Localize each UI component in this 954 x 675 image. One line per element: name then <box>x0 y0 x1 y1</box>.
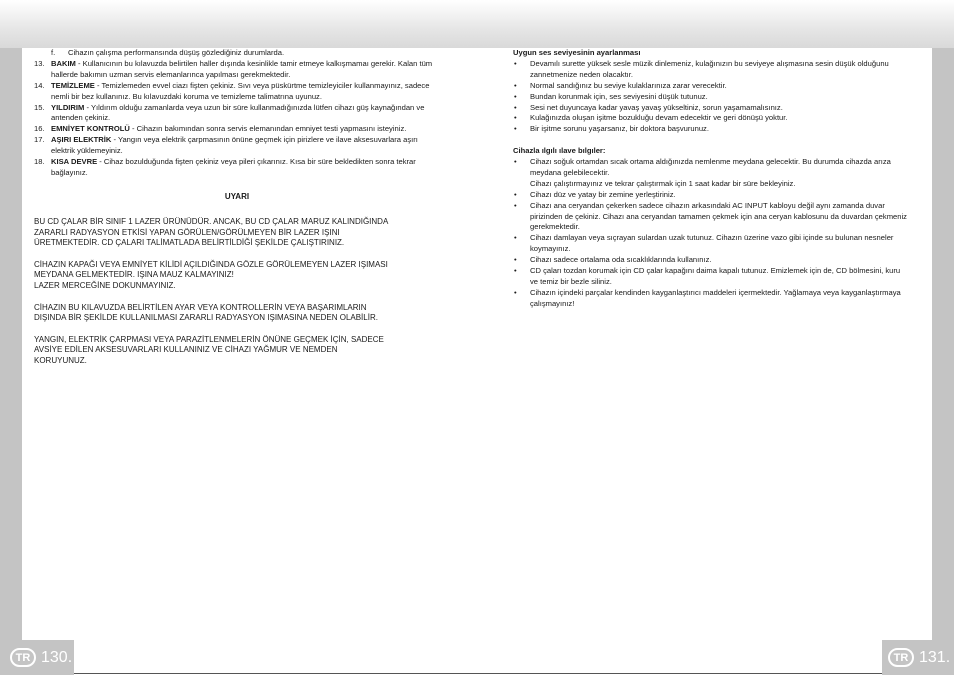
list-item-text: Cihazın içindeki parçalar kendinden kayganlaştırıcı maddeleri içermektedir. Yağlamaya veya kayganlaştırmaya çalışmayınız! <box>530 287 901 308</box>
list-item <box>513 81 908 92</box>
bullet-icon: • <box>514 124 517 134</box>
safety-instruction-list <box>34 59 440 179</box>
list-item-text: Kulağınızda oluşan işitme bozukluğu devam edecektir ve geri dönüşü yoktur. <box>530 113 788 123</box>
list-item-text: Devamılı surette yüksek sesle müzik dinlemeniz, kulağınızın bu seviyeye alışmasına sesin düşük olduğunu zannetmenize neden olacaktır. <box>530 58 889 79</box>
left-column <box>34 48 440 378</box>
item-number: 15. <box>34 102 45 112</box>
list-item <box>34 124 440 135</box>
bullet-icon: • <box>514 113 517 123</box>
bullet-icon: • <box>514 255 517 265</box>
item-number: 16. <box>34 124 45 134</box>
item-text: - Temizlemeden evvel ciazı fişten çekiniz. Sıvı veya püskürtme temizleyiciler kullanmayınız, sadece nemli bir bez kullanınız. Bu kılavuzdaki koruma ve temizleme talimatrına uyunuz. <box>51 80 430 101</box>
bullet-icon: • <box>514 80 517 90</box>
item-term: BAKIM <box>51 58 76 68</box>
item-term: YILDIRIM <box>51 102 85 112</box>
list-item <box>513 124 908 135</box>
bullet-icon: • <box>514 200 517 210</box>
list-item <box>513 92 908 103</box>
bullet-icon: • <box>514 91 517 101</box>
bullet-icon: • <box>514 287 517 297</box>
page-number-left: 130. <box>41 648 73 666</box>
footer-rule <box>74 673 882 674</box>
section-title-device-info: Cihazla ılgılı ılave bılgıler: <box>513 146 606 156</box>
list-item <box>34 103 440 125</box>
bullet-icon: • <box>514 58 517 68</box>
item-number: 14. <box>34 80 45 90</box>
item-term: TEMİZLEME <box>51 80 95 90</box>
item-term: AŞIRI ELEKTRİK <box>51 135 112 145</box>
section-title-volume: Uygun ses seviyesinin ayarlanması <box>513 48 641 57</box>
warning-paragraph: CİHAZIN KAPAĞI VEYA EMNİYET KİLİDİ AÇILDIĞINDA GÖZLE GÖRÜLEMEYEN LAZER IŞIMASI MEYDANA GELMEKTEDİR. IŞINA MAUZ KALMAYINIZ! LAZER MERCEĞİNE DOKUNMAYINIZ. <box>34 259 388 291</box>
footer-left-tab <box>0 640 74 675</box>
list-item-text: Normal sandığınız bu seviye kulaklarınıza zarar verecektir. <box>530 80 727 90</box>
list-item <box>513 190 908 201</box>
item-text: - Kullanıcının bu kılavuzda belirtilen haller dışında kesinlikle tamir etmeye kalkışmamaı gerekir. Kalan tüm hallerde bakımın uzman servis elemanlarınca yapılması gerekmektedir. <box>51 58 433 79</box>
warning-title: UYARI <box>224 191 250 201</box>
list-item <box>34 135 440 157</box>
list-item <box>513 59 908 81</box>
sub-item-text: Cihazın çalışma performansında düşüş gözlediğiniz durumlarda. <box>68 48 285 57</box>
warning-paragraph: YANGIN, ELEKTRİK ÇARPMASI VEYA PARAZİTLENMELERİN ÖNÜNE GEÇMEK İÇİN, SADECE AVSİYE EDİLEN AKSESUVARLARI KULLANINIZ VE CİHAZI YAĞMUR VE NEMDEN KORUYUNUZ. <box>34 334 384 366</box>
language-badge: TR <box>10 648 36 667</box>
item-text: - Cihazın bakımından sonra servis elemanından emniyet testi yapmasını isteyiniz. <box>129 124 407 134</box>
warning-paragraph: BU CD ÇALAR BİR SINIF 1 LAZER ÜRÜNÜDÜR. ANCAK, BU CD ÇALAR MARUZ KALINDIĞINDA ZARARLI RADYASYON ETKİSİ YAPAN GÖRÜLEN/GÖRÜLMEYEN BİR LAZER IŞINI ÜRETMEKTEDİR. CD ÇALARI TALİMATLADA BELİRTİLDİĞİ ŞEKİLDE ÇALIŞTIRINIZ. <box>34 216 389 248</box>
bullet-icon: • <box>514 189 517 199</box>
list-item-continuation: Cihazı çalıştırmayınız ve tekrar çalıştırmak için 1 saat kadar bir süre bekleyiniz. <box>530 178 796 188</box>
sub-item-label: f. <box>51 48 56 57</box>
item-number: 18. <box>34 157 45 167</box>
warning-paragraph: CİHAZIN BU KILAVUZDA BELİRTİLEN AYAR VEYA KONTROLLERİN VEYA BAŞARIMLARIN DIŞINDA BİR ŞEKİLDE KULLANILMASI ZARARLI RADYASYON IŞIMASINA NEDEN OLABİLİR. <box>34 302 378 323</box>
list-item <box>513 157 908 179</box>
item-number: 13. <box>34 58 45 68</box>
list-item <box>513 201 908 234</box>
list-item-text: Cihazı soğuk ortamdan sıcak ortama aldığınızda nemlenme meydana gelecektir. Bu durumda cihazda arıza meydana gelebilecektir. <box>530 157 891 177</box>
item-text: - Yangın veya elektrik çarpmasının önüne geçmek için pirizlere ve ilave aksesuvarlara aşırı elektrik yüklemeyiniz. <box>51 135 418 156</box>
list-item-text: CD çaları tozdan korumak için CD çalar kapağını daima kapalı tutunuz. Emizlemek için de, CD bölmesini, kuru ve temiz bir bezle siliniz. <box>530 266 901 287</box>
list-item <box>513 103 908 114</box>
header-band <box>0 0 954 48</box>
page-number-right: 131. <box>919 648 951 666</box>
list-item <box>513 255 908 266</box>
bullet-icon: • <box>514 233 517 243</box>
list-item-text: Bir işitme sorunu yaşarsanız, bir doktora başvurunuz. <box>530 124 709 134</box>
right-column <box>513 48 908 310</box>
item-text: - Yıldırım olduğu zamanlarda veya uzun bir süre kullanmadığınızda lütfen cihazı güş kaynağından ve antenden çekiniz. <box>51 102 425 123</box>
list-item-text: Cihazı düz ve yatay bir zemine yerleştiriniz. <box>530 189 676 199</box>
item-number: 17. <box>34 135 45 145</box>
bullet-icon: • <box>514 157 517 167</box>
sub-item-f <box>34 48 440 59</box>
list-item <box>34 81 440 103</box>
list-item <box>513 113 908 124</box>
list-item <box>34 59 440 81</box>
device-info-list <box>513 157 908 179</box>
language-badge: TR <box>888 648 914 667</box>
left-side-strip <box>0 48 22 640</box>
list-item-text: Cihazı damlayan veya sıçrayan sulardan uzak tutunuz. Cihazın üzerine vazo gibi içinde su bulunan nesneler koymayınız. <box>530 233 894 254</box>
bullet-icon: • <box>514 102 517 112</box>
item-term: EMNİYET KONTROLÜ <box>51 124 130 134</box>
volume-tips-list <box>513 59 908 135</box>
list-item <box>34 157 440 179</box>
list-item-text: Sesi net duyuncaya kadar yavaş yavaş yükseltiniz, sorun yaşamamalısınız. <box>530 102 783 112</box>
footer-right-tab <box>882 640 954 675</box>
bullet-icon: • <box>514 266 517 276</box>
list-item-text: Bundan korunmak için, ses seviyesini düşük tutunuz. <box>530 91 708 101</box>
device-info-list-continued <box>513 190 908 310</box>
item-term: KISA DEVRE <box>51 157 98 167</box>
right-side-strip <box>932 48 954 640</box>
list-item <box>513 233 908 255</box>
list-item-text: Cihazı sadece ortalama oda sıcaklıklarında kullanınız. <box>530 255 712 265</box>
list-item-text: Cihazı ana ceryandan çekerken sadece cihazın arkasındaki AC INPUT kabloyu değil aynı zamanda duvar pirizinden de çekiniz. Cihazı ana ceryandan tamamen çekmek için ana ceryan kablosunu da duvardan çekmeniz gerekmektedir. <box>530 200 907 232</box>
list-item <box>513 288 908 310</box>
list-item <box>513 266 908 288</box>
item-text: - Cihaz bozulduğunda fişten çekiniz veya pileri çıkarınız. Kısa bir süre bekledikten sonra tekrar bağlayınız. <box>51 157 416 177</box>
